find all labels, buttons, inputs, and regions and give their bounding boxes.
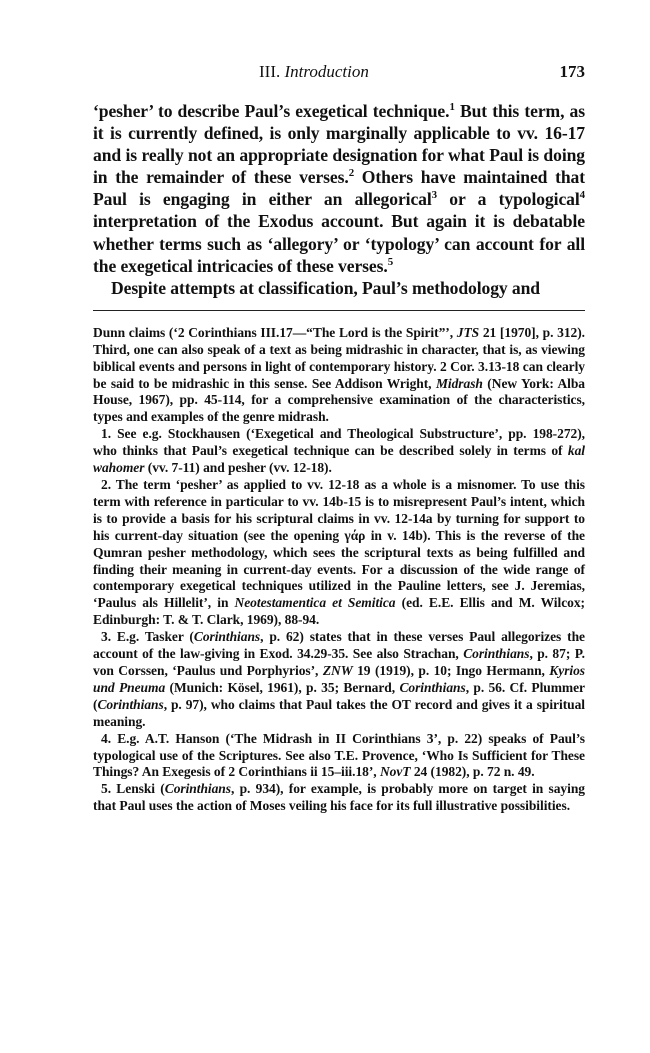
footnote-1: 1. See e.g. Stockhausen (‘Exegetical and Theological Substructure’, pp. 198-272), who thinks that Paul’s exegetical technique can be described solely in terms of kal wahomer (vv. 7-11) and pesher (vv. 12-18).	[93, 426, 585, 476]
footnote-marker: 4	[579, 189, 585, 202]
book-page	[93, 58, 585, 815]
footnote-4: 4. E.g. A.T. Hanson (‘The Midrash in II Corinthians 3’, p. 22) speaks of Paul’s typological use of the Scriptures. See also T.E. Provence, ‘Who Is Sufficient for These Things? An Exegesis of 2 Corinthians ii 15–iii.18’, NovT 24 (1982), p. 72 n. 49.	[93, 730, 585, 780]
footnote-3: 3. E.g. Tasker (Corinthians, p. 62) states that in these verses Paul allegorizes the account of the law-giving in Exod. 34.29-35. See also Strachan, Corinthians, p. 87; P. von Corssen, ‘Paulus und Porphyrios’, ZNW 19 (1919), p. 10; Ingo Hermann, Kyrios und Pneuma (Munich: Kösel, 1961), p. 35; Bernard, Corinthians, p. 56. Cf. Plummer (Corinthians, p. 97), who claims that Paul takes the OT record and gives it a spiritual meaning.	[93, 629, 586, 729]
body-text	[93, 100, 585, 299]
body-paragraph: Despite attempts at classification, Paul’s methodology and	[111, 277, 540, 298]
footnotes	[93, 325, 585, 815]
page-number: 173	[559, 62, 585, 81]
footnote-marker: 1	[449, 101, 455, 114]
footnote-rule	[93, 310, 585, 311]
running-head	[93, 58, 585, 82]
footnote-continued: Dunn claims (‘2 Corinthians III.17—“The Lord is the Spirit”’, JTS 21 [1970], p. 312). Third, one can also speak of a text as being midrashic in character, that is, as viewing biblical events and persons in light of contemporary history. 2 Cor. 3.13-18 can clearly be said to be midrashic in this sense. See Addison Wright, Midrash (New York: Alba House, 1967), pp. 45-114, for a comprehensive examination of the characteristics, types and examples of the genre midrash.	[93, 324, 586, 425]
body-paragraph: ‘pesher’ to describe Paul’s exegetical technique.$^1$ But this term, as it is currently defined, is only marginally applicable to vv. 16-17 and is really not an appropriate designation for what Paul is doing in the remainder of these verses.$^2$ Others have maintained that Paul is engaging in either an allegorical$^3$ or a typological$^4$ interpretation of the Exodus account. But again it is debatable whether terms such as ‘allegory’ or ‘typology’ can account for all the exegetical intricacies of these verses.$^5$	[93, 101, 585, 276]
section-title: III. Introduction	[259, 62, 369, 81]
footnote-marker: 2	[348, 167, 355, 180]
footnote-marker: 5	[387, 255, 394, 268]
footnote-marker: 3	[431, 189, 438, 202]
footnote-2: 2. The term ‘pesher’ as applied to vv. 12-18 as a whole is a misnomer. To use this term with reference in particular to vv. 14b-15 is to misrepresent Paul’s intent, which is to provide a basis for his scriptural claims in vv. 12-14a by turning for support to his current-day situation (see the opening γάρ in v. 14b). This is the reverse of the Qumran pesher methodology, which sees the scriptural texts as being fulfilled and finding their meaning in current-day events. For a discussion of the wide range of contemporary exegetical techniques utilized in the Pauline letters, see J. Jeremias, ‘Paulus als Hillelit’, in Neotestamentica et Semitica (ed. E.E. Ellis and M. Wilcox; Edinburgh: T. & T. Clark, 1969), 88-94.	[93, 477, 585, 628]
footnote-5: 5. Lenski (Corinthians, p. 934), for example, is probably more on target in saying that Paul uses the action of Moses veiling his face for its full illustrative possibilities.	[93, 781, 585, 814]
